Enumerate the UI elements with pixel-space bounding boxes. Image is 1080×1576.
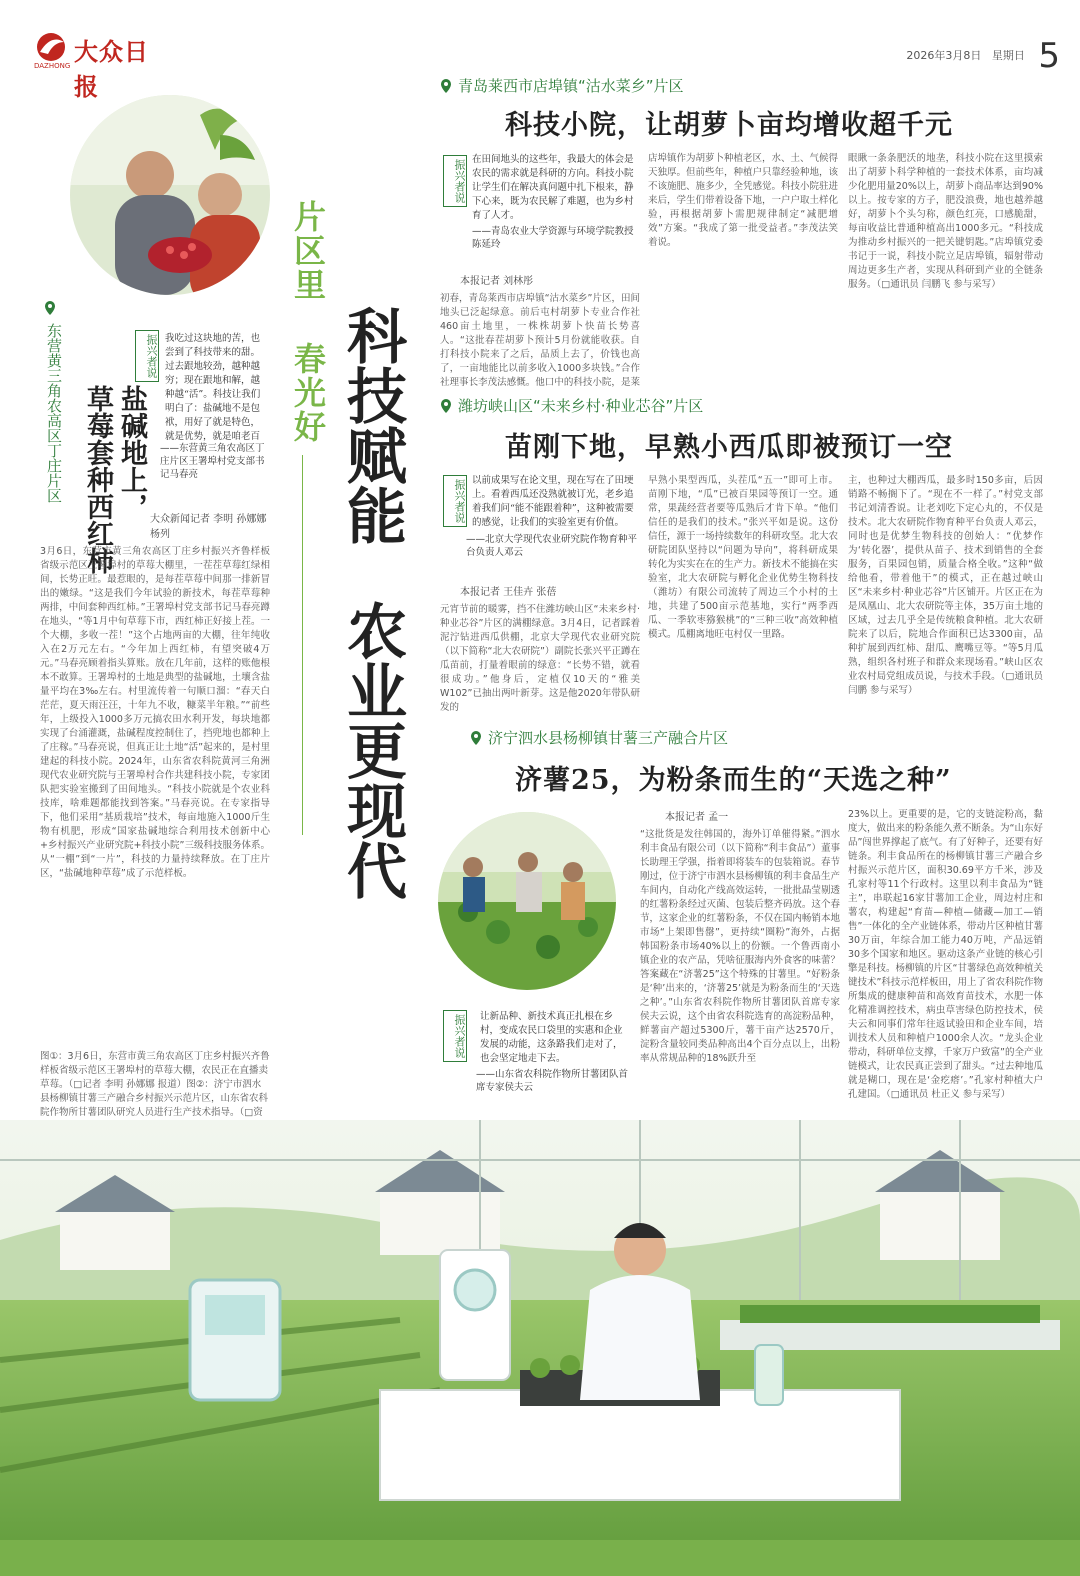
story1-byline: 本报记者 刘林彤 [460,276,534,287]
page-number: 5 [1038,36,1060,76]
date-bar [906,36,1060,76]
left-zone-label [44,300,66,503]
story1-zone [440,75,684,96]
story2-zone-text: 潍坊峡山区“未来乡村·种业芯谷”片区 [458,397,704,415]
left-quote-attribution: ——东营黄三角农高区丁庄片区王署埠村党支部书记马春亮 [160,443,265,480]
sweet-potato-field-photo [438,812,616,990]
story3-col2: 23%以上。更重要的是，它的支链淀粉高，黏度大，做出来的粉条能久煮不断条。为“山东好品”闯世界撑起了底气。有了好种子，还要有好链条。利丰食品所在的杨柳镇甘薯三产融合乡村振兴示范片区，面积30.69平方千米，涉及孔家村等11个行政村。这里以利丰食品为“链主”，串联起16家甘薯加工企业，周边村庄和薯农，构建起“育苗—种植—储藏—加工—销售”一体化的全产业链体系，带动片区种植甘薯30万亩，年综合加工能力40万吨，产品远销30多个国家和地区。驱动这条产业链的核心引擎是科技。杨柳镇的片区“甘薯绿色高效种植关键技术”科技示范样板田，用上了省农科院作物所集成的健康种苗和高效育苗技术，水肥一体化精准调控技术，病虫草害绿色防控技术，侯夫云和同事们常年往返试验田和企业车间，培训技术人员和种植户1000余人次。“龙头企业带动，科研单位支撑，千家万户致富”的全产业链模式，让农民真正尝到了甜头。“过去种地瓜就是糊口，现在是‘金疙瘩’。”孔家村种植大户孔建国。（□通讯员 杜正义 参与采写） [848,809,1043,1100]
feature-headline-2: 农业更现代 [337,600,407,900]
story1-col1: 初春，青岛莱西市店埠镇“沽水菜乡”片区，田间地头已泛起绿意。前后屯村胡萝卜专业合作社460亩土地里，一株株胡萝卜快苗长势喜人。“这批春茬胡萝卜预计5月份就能收获。自打科技小院来了之后，品质上去了，价钱也高了，一亩地能比以前多收入1000多块钱。”合作社理事长李茂法感慨。他口中的科技小院，是莱 [440,293,640,387]
left-quote-tag: 振兴者说 [135,330,159,382]
story2-quote-tag: 振兴者说 [443,475,467,527]
feature-kicker: 片区里 春光好 [289,200,327,444]
story2-quote: 以前成果写在论文里，现在写在了田埂上。看着西瓜还没熟就被订光，老乡追着我们问“能不能跟着种”，这种被需要的感觉，让我们的实验室更有价值。 [472,475,634,528]
story2-col3: 主，也种过大棚西瓜，最多时150多亩，后因销路不畅搁下了。“现在不一样了。”村党支部书记刘清香说。让老刘吃下定心丸的，不仅是技术。北大农研院作物育种平台负责人邓云，同时也是优梦生物科技的创始人：“优梦作为‘转化器’，提供从苗子、技术到销售的全套服务，百果园包销，质量合格全收。”这种“做给他看，带着他干”的模式，正在越过峡山区“未来乡村·种业芯谷”片区铺开。片区正在为是凤凰山、北大农研院等主体，35万亩土地的区域，过去几乎全是传统粮食种植。北大农研院来了以后，院地合作面积已达3300亩，品种扩展到西红柿、甜瓜、鹰嘴豆等。“等5月瓜熟，组织各村班子和群众来现场看。”峡山区农业农村局党组成员说，与技术手段。（□通讯员 闫鹏 参与采写） [848,475,1043,696]
story1-quote-attribution: ——青岛农业大学资源与环境学院教授陈延玲 [472,226,634,250]
newspaper-subname: DAZHONG [34,62,71,70]
story3-zone-text: 济宁泗水县杨柳镇甘薯三产融合片区 [488,729,729,747]
story1-headline: 科技小院，让胡萝卜亩均增收超千元 [505,110,953,141]
feature-divider [302,455,303,835]
left-zone-text: 东营黄三角农高区丁庄片区 [45,323,63,503]
feature-headline-1: 科技赋能 [337,305,407,545]
story2-zone [440,395,703,416]
story3-byline: 本报记者 孟一 [665,812,729,823]
story1-col2: 店埠镇作为胡萝卜种植老区，水、土、气候得天独厚。但前些年，种植户只靠经验种地，该不该施肥、施多少，全凭感觉。科技小院驻进来后，学生们带着设备下地，一户户取土样化验，再根据胡萝卜需肥规律制定“减肥增效”方案。“我成了第一批受益者。”李茂法笑着说。 [648,153,838,248]
story2-col1: 元宵节前的暖雾，挡不住潍坊峡山区“未来乡村·种业芯谷”片区的满棚绿意。3月4日，记者踩着泥泞钻进西瓜供棚，北京大学现代农业研究院（以下简称“北大农研院”）副院长张兴平正蹲在瓜苗前，打量着眼前的绿意：“长势不错，就看很成功。”他身后，定植仅10天的“雅美W102”已抽出两叶新芽。这是他2020年带队研发的 [440,604,640,713]
left-body: 3月6日，东营市黄三角农高区丁庄乡村振兴齐鲁样板省级示范区王署埠村的草莓大棚里，一茬茬草莓红绿相间，长势正旺。最惹眼的，是每茬草莓中间那一排新冒出的嫩绿。“这是我们今年试验的新技术，每茬草莓种两排，中间套种西红柿。”王署埠村党支部书记马春亮蹲在地头，“等1月中旬草莓下市，西红柿正好接上茬。一个大棚，多收一茬！”这个占地两亩的大棚，往年纯收入在2万元左右。“今年加上西红柿，有望突破4万元。”马春亮顾着指头算账。放在几年前，这样的账他根本不敢算。王署埠村的土地是典型的盐碱地，土壤含盐量平均在3‰左右。村里流传着一句顺口溜：“春天白茫茫，夏天雨汪汪，十年九不收，糠菜半年粮。”“前些年，上级投入1000多万元搞农田水利开发，每块地都实现了台涌灌溉，盐碱程度控制住了，挡兜地也都种上了庄稼。”马春亮说，但真正让土地“活”起来的，是村里建起的科技小院。2024年，山东省农科院黄河三角洲现代农业研究院与王署埠村合作共建科技小院，专家团队把实验室搬到了田间地头。“科技小院就是个农业科技库，啥难题都能找到答案。”马春亮说。在专家指导下，他们采用“基质栽培”技术，每亩地施入1000斤生物有机肥，形成“国家盐碱地综合利用技术创新中心+乡村振兴产业研究院+科技小院”三级科技服务体系。从“一棚”到“一片”，科技的力量持续释放。在丁庄片区，“盐碱地种草莓”成了示范样板。 [40,546,270,879]
story1-quote-tag: 振兴者说 [443,155,467,207]
story3-quote: 让新品种、新技术真正扎根在乡村，变成农民口袋里的实惠和企业发展的动能，这条路我们走对了，也会坚定地走下去。 [480,1011,623,1064]
issue-date: 2026年3月8日 [906,49,982,62]
story2-col2: 早熟小果型西瓜，头茬瓜“五一”即可上市。苗刚下地，“瓜”已被百果园等预订一空。通常，果蔬经营者要等瓜熟后才肯下单。“他们信任的是我们的技术。”张兴平如是说。这份信任，源于一场持续数年的科研攻坚。北大农研院团队坚持以“问题为导向”，将科研成果转化为实实在在的生产力。新技术不能搞在实验室，北大农研院与孵化企业优势生物科技（潍坊）有限公司流转了周边三个小村的土地，共建了500亩示范基地，实行“两季西瓜、一季软枣猕猴桃”的“三种三收”高效种植模式。瓜棚离地旺屯村仅一里路。 [648,475,838,640]
masthead-logo [30,28,170,101]
location-pin-icon [440,399,452,413]
location-pin-icon [44,301,56,315]
strawberry-photo [70,95,270,295]
story2-headline: 苗刚下地，早熟小西瓜即被预订一空 [505,432,953,463]
story3-col1: “这批货是发往韩国的，海外订单催得紧。”泗水利丰食品有限公司（以下简称“利丰食品”）董事长助理王学强，指着即将装车的包装箱说。春节刚过，位于济宁市泗水县杨柳镇的利丰食品生产车间内，自动化产线高效运转，一批批晶莹剔透的红薯粉条经过灭菌、包装后整齐码放。这个春节，这家企业的红薯粉条，不仅在国内畅销本地市场“上架即售罄”，更持续“圈粉”海外，占据韩国粉条市场40%以上的份额。一个鲁西南小镇企业的农产品，凭啥征服海内外食客的味蕾？答案藏在“济薯25”这个特殊的甘薯里。“好粉条是‘种’出来的，‘济薯25’就是为粉条而生的‘天选之种’。”山东省农科院作物所甘薯团队首席专家侯夫云说，这个由省农科院选育的高淀粉品种，鲜薯亩产超过5300斤，薯干亩产达2570斤，淀粉含量较同类品种高出4个百分点以上，出粉率从常规品种的18%跃升至 [640,829,840,1064]
left-quote: 我吃过这块地的苦，也尝到了科技带来的甜。过去跟地较劲，越种越穷；现在跟地和解，越种越“活”。科技让我们明白了：盐碱地不是包袱，用好了就是特色，就是优势，就是咱老百 [165,333,261,442]
newspaper-name: 大众日报 [74,37,149,101]
story1-zone-text: 青岛莱西市店埠镇“沽水菜乡”片区 [458,77,684,95]
photo-caption: 图①：3月6日，东营市黄三角农高区丁庄乡村振兴齐鲁样板省级示范区王署埠村的草莓大棚，农民正在直播卖草莓。（□记者 李明 孙娜娜 报道）图②：济宁市泗水县杨柳镇甘薯三产融合乡村振兴示范片区，山东省农科院作物所甘薯团队研究人员进行生产技术指导。（□资 [40,1051,270,1118]
greenhouse-illustration [0,1120,1080,1576]
story2-byline: 本报记者 王佳卉 张蓓 [460,587,557,598]
story1-quote: 在田间地头的这些年，我最大的体会是农民的需求就是科研的方向。科技小院让学生们在解决真问题中扎下根来，静下心来，既为农民解了难题，也为乡村育了人才。 [472,154,634,221]
story3-quote-attribution: ——山东省农科院作物所甘薯团队首席专家侯夫云 [476,1069,629,1093]
left-headline-line2: 草莓套种西红柿 [82,385,113,574]
location-pin-icon [470,731,482,745]
story1-col3: 眼瞅一条条肥沃的地垄，科技小院在这里摸索出了胡萝卜科学种植的一套技术体系，亩均减少化肥用量20%以上，胡萝卜商品率达到90%以上。按专家的方子，肥没浪费，地也越养越好，胡萝卜个头匀称，颜色红亮，口感脆甜，每亩收益比普通种植高出1000多元。“科技成为推动乡村振兴的一把关键钥匙。”店埠镇党委书记于一说，科技小院立足店埠镇，辐射带动周边更多生产者，实现从科研到产业的全链条服务。（□通讯员 闫鹏飞 参与采写） [848,153,1043,290]
logo-icon [34,32,68,62]
left-headline-line1: 盐碱地上， [116,385,147,520]
story3-quote-tag: 振兴者说 [443,1010,467,1062]
location-pin-icon [440,79,452,93]
issue-weekday: 星期日 [991,49,1025,62]
story3-headline: 济薯25，为粉条而生的“天选之种” [515,765,952,796]
story3-zone [470,727,728,748]
left-byline: 大众新闻记者 李明 孙娜娜 杨列 [150,514,267,540]
story2-quote-attribution: ——北京大学现代农业研究院作物育种平台负责人邓云 [466,534,638,558]
